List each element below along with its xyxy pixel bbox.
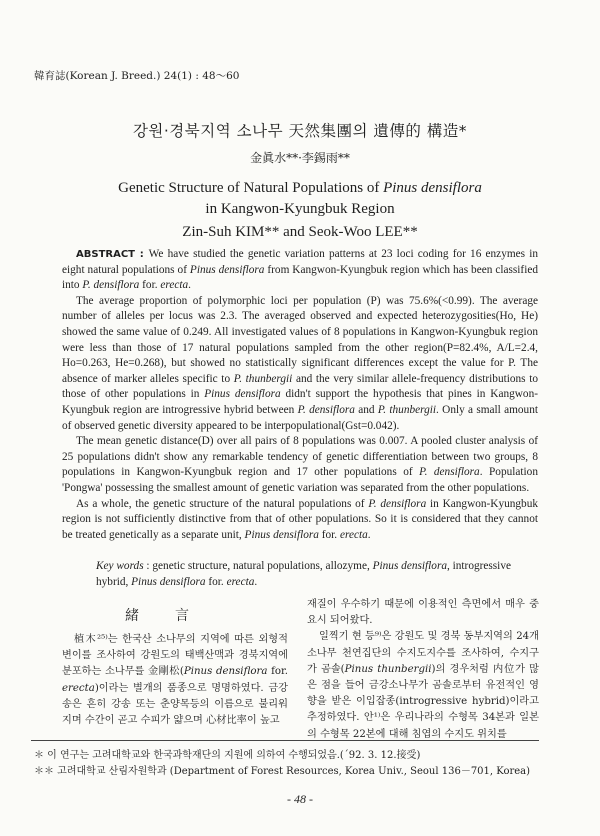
abstract: [62, 247, 538, 543]
species-name: P. densiflora: [297, 403, 355, 416]
species-name: Pinus densiflora: [204, 388, 281, 401]
page-number: - 48 -: [287, 792, 313, 806]
abstract-text: for.: [318, 528, 340, 541]
abstract-text: and: [354, 403, 378, 416]
footnote-divider: [31, 740, 539, 741]
species-name: P. thunbergii: [233, 372, 293, 385]
abstract-text: . Population 'Pongwa' possessing the smallest amount of genetic variation was separated from the other populations.: [62, 466, 538, 494]
journal-citation: 韓育誌(Korean J. Breed.) 24(1) : 48～60: [34, 70, 240, 82]
species-name: P. densiflora: [82, 279, 140, 292]
korean-title: 강원·경북지역 소나무 天然集團의 遺傳的 構造*: [132, 122, 468, 140]
species-name: P. thunbergii: [377, 403, 437, 416]
keywords-text: .: [254, 575, 258, 588]
footnote-1: ＊ 이 연구는 고려대학교와 한국과학재단의 지원에 의하여 수행되었음.(´92. 3. 12.接受): [34, 750, 421, 761]
abstract-paragraph: [62, 497, 538, 544]
body-text: )의 경우처럼 内位가 많은 점을 들어 금강소나무가 곰솔로부터 유전적인 영향을 받은 이입잡종(introgressive hybrid)이라고 추정하였다. 안¹⁾은 우리나라의 수형목 34본과 일본의 수형목 22본에 대해 침엽의 수지도 위치를: [307, 663, 540, 740]
abstract-text: The average proportion of polymorphic loci per population (P) was 75.6%(<0.99). The average number of alleles per locus was 2.3. The averaged observed and expected heterozygosities(Ho, He) showed the same value of 0.249. All investigated values of 8 populations in Kangwon-Kyungbuk region were less than those of 17 natural populations sampled from the other region(P=82.4%, A/L=2.4, Ho=0.263, He=0.268), but showed no statistically significant differences except the value for P. The absence of marker alleles specific to: [62, 294, 538, 385]
species-name: Pinus densiflora: [189, 263, 265, 276]
forma-name: erecta: [226, 575, 255, 588]
abstract-paragraph: [62, 294, 538, 434]
english-title-species: Pinus densiflora: [383, 180, 482, 196]
body-text: 植木²⁵⁾는 한국산 소나무의 지역에 따른 외형적 변이를 조사하여 강원도의 태백산맥과 경북지역에 분포하는 소나무를 金剛松(: [62, 634, 288, 678]
species-name: Pinus densiflora: [372, 560, 447, 572]
abstract-text: .: [367, 528, 371, 541]
abstract-text: and the very similar allele-frequency distributions to those of other populations in: [62, 372, 538, 401]
species-name: Pinus densiflora: [131, 575, 206, 588]
abstract-paragraph: ABSTRACT : We have studied the genetic variation patterns at 23 loci coding for 16 enzymes in eight natural populations of Pinus densiflora from Kangwon-Kyungbuk region which has been classified into P. densiflora for. erecta.: [62, 248, 538, 292]
species-name: P. densiflora: [368, 497, 427, 510]
species-name: Pinus densiflora: [183, 666, 268, 678]
abstract-text: As a whole, the genetic structure of the natural populations of: [76, 497, 369, 510]
body-text: 일찍기 현 등⁹⁾은 강원도 및 경북 동부지역의 24개 소나무 천연집단의 수지도지수를 조사하여, 수지구가 곰솔(: [307, 631, 539, 675]
english-title-line2: in Kangwon-Kyungbuk Region: [205, 201, 395, 217]
abstract-text: in Kangwon-Kyungbuk region is not sufficiently distinctive from that of other populations. So it is considered that they cannot be treated genetically as a separate unit,: [62, 497, 538, 541]
forma-name: erecta: [62, 682, 95, 694]
english-authors: Zin-Suh KIM** and Seok-Woo LEE**: [182, 224, 418, 240]
body-text: for.: [267, 666, 288, 678]
body-paragraph: [62, 632, 288, 729]
keywords: Key words : genetic structure, natural populations, allozyme, Pinus densiflora, introgressive hybrid, Pinus densiflora for. erecta.: [96, 560, 511, 588]
keywords-text: genetic structure, natural populations, allozyme,: [152, 560, 373, 572]
english-title-line1: Genetic Structure of Natural Populations of: [118, 180, 384, 196]
abstract-text: .: [188, 279, 191, 292]
abstract-text: . Only a small amount of observed genetic diversity appeared to be interpopulational(Gst=0.042).: [62, 403, 538, 432]
body-text: )이라는 별개의 품종으로 명명하였다. 금강송은 흔히 강송 또는 춘양목등의 이름으로 불리워지며 수간이 곧고 수피가 얇으며 心材比率이 높고: [62, 682, 288, 727]
keywords-text: for.: [205, 575, 227, 588]
keywords-label: Key words: [96, 560, 144, 572]
keywords-text: , introgressive hybrid,: [96, 560, 511, 588]
species-name: P. densiflora: [419, 466, 480, 479]
species-name: Pinus densiflora: [244, 528, 319, 541]
abstract-text: The mean genetic distance(D) over all pairs of 8 populations was 0.007. A pooled cluster analysis of 25 populations didn't show any remarkable tendency of genetic differentiation between two groups, 8 populations in Kangwon-Kyungbuk region and 17 other populations of: [62, 435, 538, 479]
forma-name: erecta: [160, 279, 189, 292]
abstract-text: for.: [139, 279, 161, 292]
body-right-column: [307, 597, 539, 743]
abstract-text: didn't support the hypothesis that pines in Kangwon-Kyungbuk region are introgressive hybrid between: [62, 388, 538, 416]
forma-name: erecta: [339, 528, 368, 541]
footnote-2: ＊＊ 고려대학교 산림자원학과 (Department of Forest Resources, Korea Univ., Seoul 136－701, Korea): [34, 766, 531, 777]
abstract-text: We have studied the genetic variation patterns at 23 loci coding for 16 enzymes in eight natural populations of: [62, 248, 538, 276]
english-title: [0, 178, 600, 220]
korean-authors: 金眞水**·李錫雨**: [250, 151, 350, 165]
section-heading: 緒言: [125, 608, 225, 624]
species-name: Pinus thunbergii: [344, 663, 432, 675]
abstract-paragraph: [62, 434, 538, 496]
body-paragraph: 재질이 우수하기 때문에 이용적인 측면에서 매우 중요시 되어왔다.: [307, 599, 539, 627]
body-paragraph: [307, 629, 539, 742]
body-left-column: [62, 632, 288, 729]
abstract-label: ABSTRACT: [76, 249, 135, 260]
abstract-text: from Kangwon-Kyungbuk region which has been classified into: [62, 263, 538, 292]
